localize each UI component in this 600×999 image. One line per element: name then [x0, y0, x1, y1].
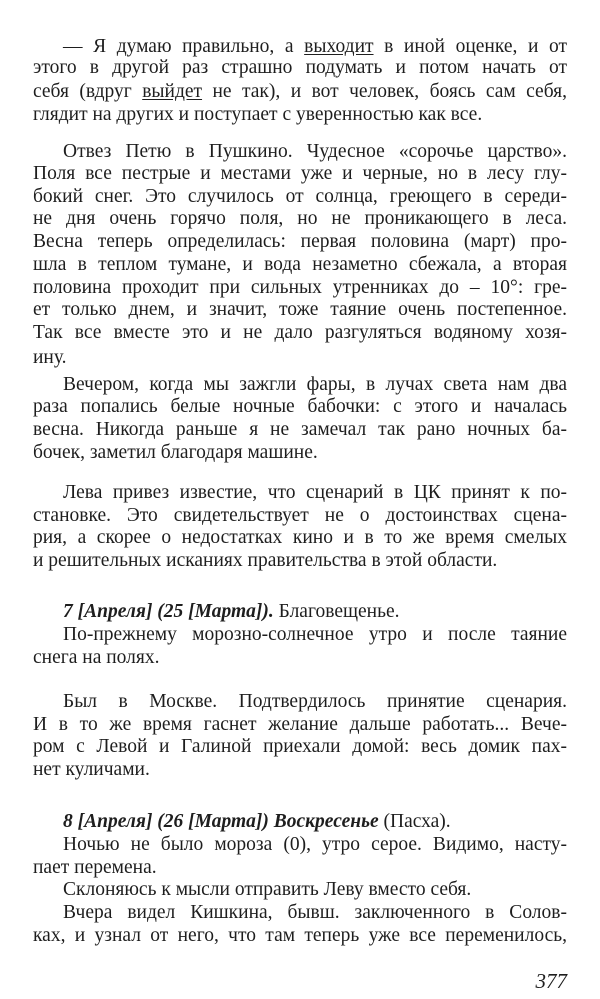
text-line [63, 140, 567, 163]
page-number: 377 [535, 969, 567, 993]
entry-date-heading: 7 [Апреля] (25 [Марта]). [63, 601, 274, 622]
text-line [63, 901, 567, 924]
text-line [33, 207, 567, 230]
text-segment: глядит на других и поступает с уверенностью как все. [33, 104, 483, 125]
text-line [33, 321, 567, 344]
text-segment: раза попались белые ночные бабочки: с этого и началась [33, 396, 567, 417]
text-line [33, 646, 567, 669]
text-segment: бокий снег. Это случилось от солнца, греющего в середи- [33, 186, 567, 207]
text-line [63, 600, 567, 623]
text-line [63, 481, 567, 504]
text-segment: ром с Левой и Галиной приехали домой: весь домик пах- [33, 736, 567, 757]
text-segment: (Пасха). [378, 811, 451, 832]
text-segment: в иной оценке, и от [373, 36, 567, 57]
text-line [63, 810, 567, 833]
text-segment: бочек, заметил благодаря машине. [33, 442, 318, 463]
text-line [33, 504, 567, 527]
text-line [33, 856, 567, 879]
text-line [33, 298, 567, 321]
text-segment: Весна теперь определилась: первая половина (март) про- [33, 231, 567, 252]
text-segment: Лева привез известие, что сценарий в ЦК принят к по- [63, 482, 567, 503]
text-segment: весна. Никогда раньше я не замечал так рано ночных ба- [33, 419, 567, 440]
text-segment: — Я думаю правильно, а [63, 36, 305, 57]
text-line [63, 373, 567, 396]
text-line [33, 395, 567, 418]
text-segment: половина проходит при сильных утренниках до – 10°: гре- [33, 277, 567, 298]
text-segment: Ночью не было мороза (0), утро серое. Видимо, насту- [63, 834, 567, 855]
text-segment: себя (вдруг [33, 81, 143, 102]
text-segment: Склоняюсь к мысли отправить Леву вместо себя. [63, 879, 472, 900]
text-line [33, 549, 567, 572]
text-segment: шла в теплом тумане, и вода незаметно сбежала, а вторая [33, 254, 567, 275]
text-segment: пает перемена. [33, 857, 157, 878]
text-line [33, 185, 567, 208]
text-segment: рия, а скорее о недостатках кино и в то же время смелых [33, 527, 567, 548]
text-segment: нет куличами. [33, 759, 150, 780]
text-line [33, 346, 567, 369]
text-segment: ках, и узнал от него, что там теперь уже все переменилось, [33, 925, 567, 946]
text-line [33, 103, 567, 126]
text-segment: Поля все пестрые и местами уже и черные, но в лесу глу- [33, 163, 567, 184]
text-segment: Был в Москве. Подтвердилось принятие сценария. [63, 691, 567, 712]
text-segment: Так все вместе это и не дало разгуляться водяному хозя- [33, 322, 567, 343]
text-line [63, 690, 567, 713]
text-line [33, 924, 567, 947]
text-line [33, 276, 567, 299]
underlined-word: выходит [304, 36, 374, 57]
text-line [63, 878, 567, 901]
text-segment: не так), и вот человек, боясь сам себя, [202, 81, 567, 102]
text-line [33, 713, 567, 736]
text-line [33, 418, 567, 441]
text-line [33, 441, 567, 464]
text-segment: не дня очень горячо поля, но не проникающего в леса. [33, 208, 567, 229]
text-segment: ет только днем, и значит, тоже таяние очень постепенное. [33, 299, 567, 320]
text-segment: и решительных исканиях правительства в этой области. [33, 550, 498, 571]
text-line [63, 833, 567, 856]
underlined-word: выйдет [142, 81, 203, 102]
text-line [33, 758, 567, 781]
text-segment: ину. [33, 347, 67, 368]
text-line [33, 230, 567, 253]
text-line [33, 526, 567, 549]
text-segment: становке. Это свидетельствует не о достоинствах сцена- [33, 505, 567, 526]
text-line [33, 253, 567, 276]
text-line [33, 162, 567, 185]
entry-date-heading: 8 [Апреля] (26 [Марта]) Воскресенье [63, 811, 379, 832]
text-line [33, 56, 567, 79]
text-line [63, 35, 567, 58]
text-segment: Вечером, когда мы зажгли фары, в лучах света нам два [63, 374, 567, 395]
text-segment: Благовещенье. [273, 601, 400, 622]
text-segment: этого в другой раз страшно подумать и потом начать от [33, 57, 567, 78]
text-segment: Отвез Петю в Пушкино. Чудесное «сорочье царство». [63, 141, 567, 162]
text-line [33, 735, 567, 758]
text-segment: снега на полях. [33, 647, 160, 668]
text-segment: По-прежнему морозно-солнечное утро и после таяние [63, 624, 567, 645]
text-line [63, 623, 567, 646]
text-segment: И в то же время гаснет желание дальше работать... Вече- [33, 714, 567, 735]
text-segment: Вчера видел Кишкина, бывш. заключенного в Солов- [63, 902, 567, 923]
text-line [33, 80, 567, 103]
